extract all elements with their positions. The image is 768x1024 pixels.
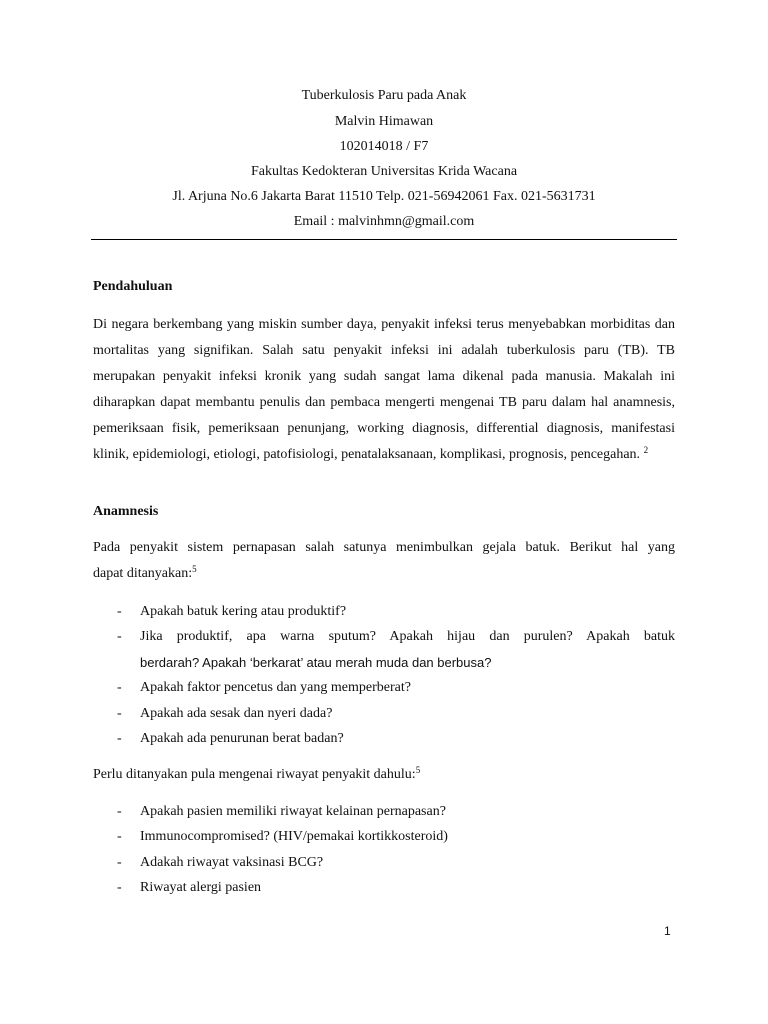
list-bullet: - [117, 855, 122, 870]
faculty-name: Fakultas Kedokteran Universitas Krida Wacana [250, 164, 518, 179]
list-item: Immunocompromised? (HIV/pemakai kortikkosteroid) [140, 829, 448, 844]
header-divider [91, 239, 677, 240]
history-intro-line [93, 766, 420, 784]
author-name: Malvin Himawan [334, 114, 434, 129]
document-title: Tuberkulosis Paru pada Anak [301, 88, 467, 103]
pendahuluan-text: Di negara berkembang yang miskin sumber daya, penyakit infeksi terus menyebabkan morbiditas dan mortalitas yang signifikan. Salah satu penyakit infeksi ini adalah tuberkulosis paru (TB). TB merupakan penyakit infeksi kronik yang sudah sangat lama dikenal pada manusia. Makalah ini diharapkan dapat membantu penulis dan pembaca mengerti mengenai TB paru dalam hal anamnesis, pemeriksaan fisik, pemeriksaan penunjang, working diagnosis, differential diagnosis, manifestasi klinik, epidemiologi, etiologi, patofisiologi, penatalaksanaan, komplikasi, prognosis, pencegahan. [93, 317, 675, 463]
list-bullet: - [117, 804, 122, 819]
list-bullet: - [117, 731, 122, 746]
anamnesis-intro-line [93, 565, 197, 583]
list-item: Apakah ada sesak dan nyeri dada? [140, 706, 333, 721]
list-item: Riwayat alergi pasien [140, 880, 262, 895]
list-item-continuation: berdarah? Apakah ‘berkarat’ atau merah muda dan berbusa? [140, 655, 492, 670]
section-heading-anamnesis: Anamnesis [93, 504, 159, 519]
page-number: 1 [664, 924, 671, 938]
list-bullet: - [117, 629, 122, 644]
list-item: Adakah riwayat vaksinasi BCG? [140, 855, 324, 870]
list-bullet: - [117, 829, 122, 844]
list-item: Apakah batuk kering atau produktif? [140, 604, 347, 619]
list-item: Apakah ada penurunan berat badan? [140, 731, 344, 746]
citation-ref: 2 [643, 445, 649, 456]
list-bullet: - [117, 604, 122, 619]
anamnesis-intro-text: dapat ditanyakan: [93, 566, 193, 581]
email-line: Email : malvinhmn@gmail.com [293, 214, 475, 229]
list-bullet: - [117, 706, 122, 721]
list-item: Jika produktif, apa warna sputum? Apakah hijau dan purulen? Apakah batuk [140, 629, 675, 644]
list-item: Apakah pasien memiliki riwayat kelainan pernapasan? [140, 804, 446, 819]
list-item: Apakah faktor pencetus dan yang memperberat? [140, 680, 411, 695]
address-line: Jl. Arjuna No.6 Jakarta Barat 11510 Telp. 021-56942061 Fax. 021-5631731 [172, 189, 596, 204]
student-id: 102014018 / F7 [339, 139, 429, 154]
section-heading-pendahuluan: Pendahuluan [93, 279, 173, 294]
pendahuluan-paragraph [93, 312, 675, 469]
list-bullet: - [117, 880, 122, 895]
citation-ref: 5 [415, 765, 421, 775]
citation-ref: 5 [192, 564, 197, 574]
anamnesis-intro-line: Pada penyakit sistem pernapasan salah satunya menimbulkan gejala batuk. Berikut hal yang [93, 540, 675, 555]
history-intro-text: Perlu ditanyakan pula mengenai riwayat penyakit dahulu: [93, 767, 416, 782]
list-bullet: - [117, 680, 122, 695]
